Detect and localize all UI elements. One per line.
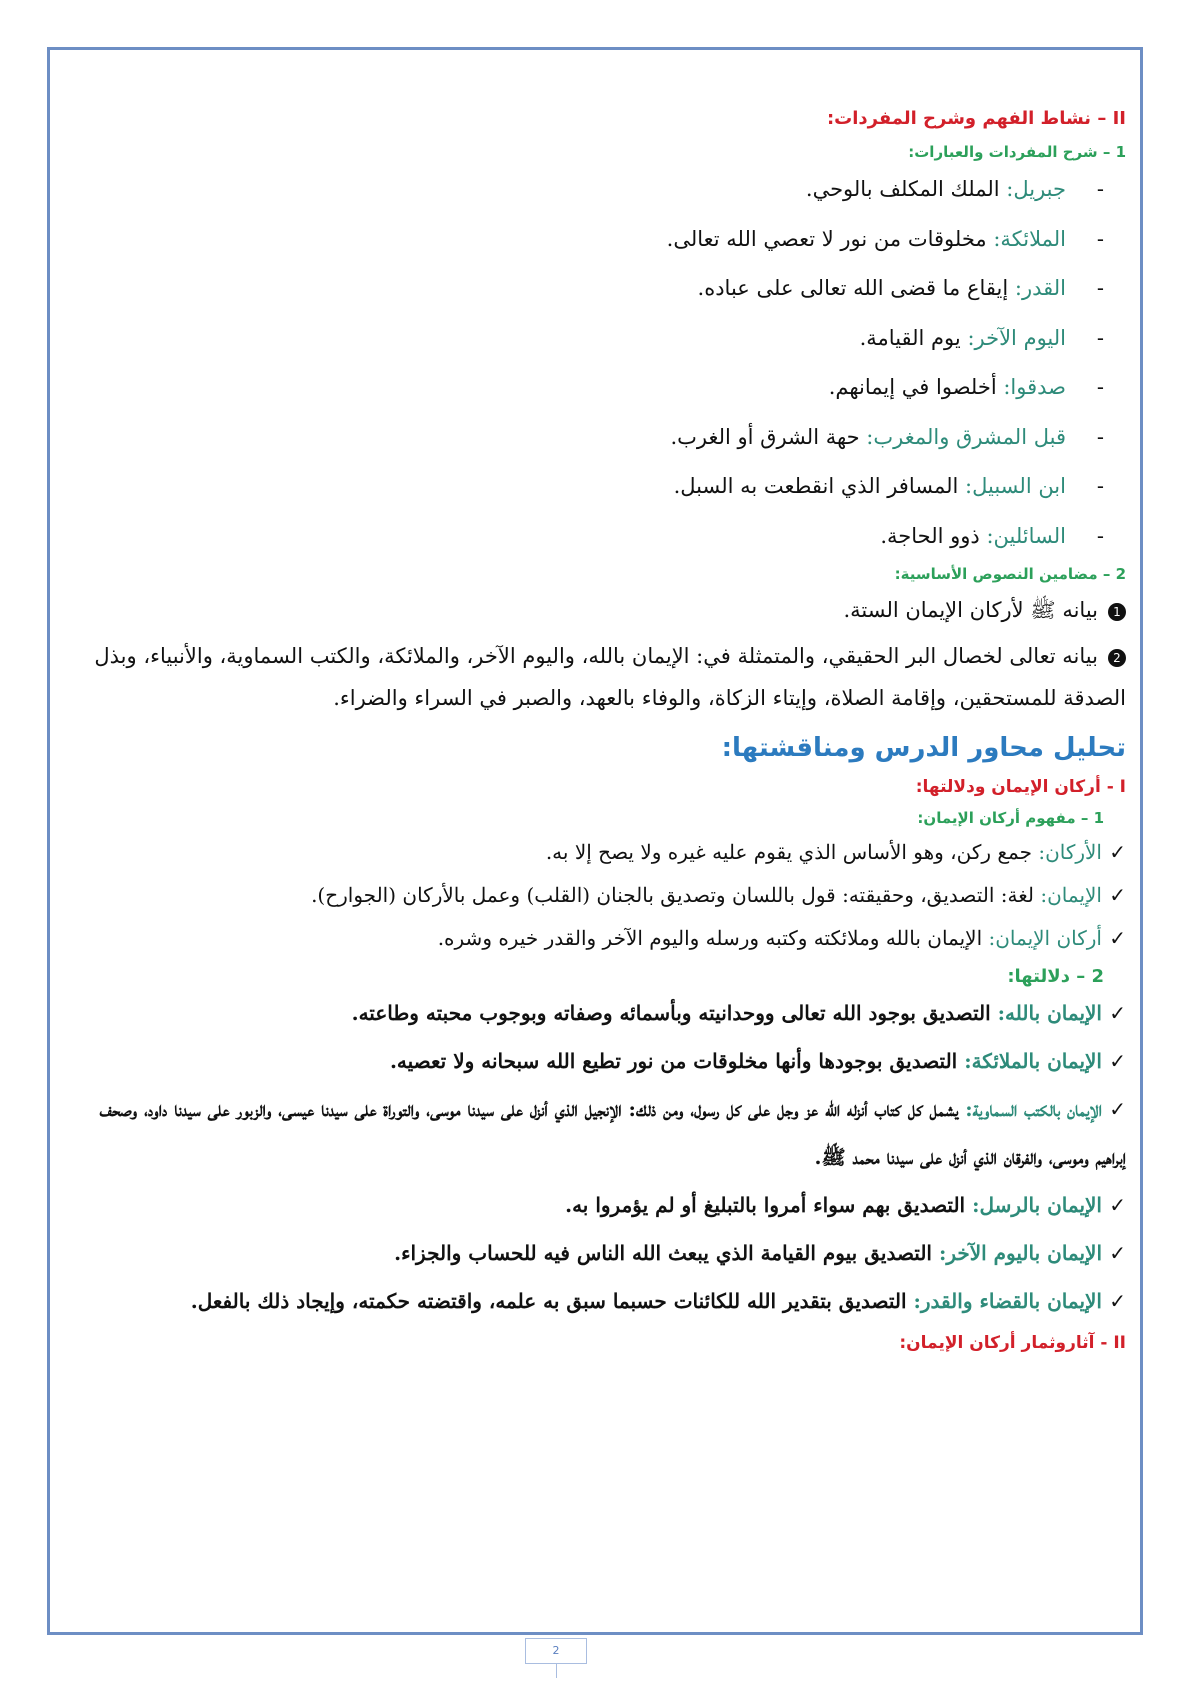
content-item — [80, 635, 1126, 719]
analysis-title: تحليل محاور الدرس ومناقشتها: — [721, 733, 1126, 763]
vocab-def: الملك المكلف بالوحي. — [805, 177, 1007, 201]
vocab-item: -صدقوا: أخلصوا في إيمانهم. — [828, 375, 1104, 399]
vocab-def: يوم القيامة. — [859, 325, 968, 350]
vocab-def: إيقاع ما قضى الله تعالى على عباده. — [697, 276, 1015, 300]
meaning-term: الإيمان بالرسل: — [972, 1193, 1102, 1217]
content-subtitle: 2 – مضامين النصوص الأساسية: — [894, 565, 1126, 583]
meaning-term: الإيمان باليوم الآخر: — [938, 1241, 1102, 1265]
vocab-list — [80, 165, 1126, 561]
page-number: 2 — [525, 1638, 587, 1664]
check-icon: ✓ — [1109, 1241, 1126, 1265]
content-item-text: بيانه ﷺ لأركان الإيمان الستة. — [843, 598, 1098, 622]
vocab-term: صدقوا: — [1003, 375, 1066, 399]
meaning-item — [80, 989, 1126, 1037]
concept-item — [80, 917, 1126, 960]
vocab-term: ابن السبيل: — [965, 474, 1066, 498]
vocab-term: جبريل: — [1006, 177, 1066, 201]
vocab-def: ذوو الحاجة. — [880, 523, 987, 548]
check-icon: ✓ — [1109, 1001, 1126, 1025]
meaning-item — [80, 1277, 1126, 1325]
meaning-subtitle: 2 – دلالتها: — [1007, 966, 1104, 987]
vocab-def: المسافر الذي انقطعت به السبل. — [673, 474, 966, 498]
vocab-item: -السائلين: ذوو الحاجة. — [880, 523, 1104, 548]
meaning-def: التصديق بهم سواء أمروا بالتبليغ أو لم يؤمروا به. — [565, 1193, 973, 1217]
vocab-def: حهة الشرق أو الغرب. — [670, 424, 867, 449]
check-icon: ✓ — [1109, 926, 1126, 950]
check-icon: ✓ — [1109, 1049, 1126, 1073]
meaning-item — [80, 1085, 1126, 1181]
vocab-item: -قبل المشرق والمغرب: حهة الشرق أو الغرب. — [670, 424, 1104, 449]
check-icon: ✓ — [1109, 840, 1126, 864]
meaning-item — [80, 1037, 1126, 1085]
page-number-stem — [556, 1664, 557, 1678]
vocab-def: مخلوقات من نور لا تعصي الله تعالى. — [666, 226, 994, 251]
check-icon: ✓ — [1109, 883, 1126, 907]
meaning-term: الإيمان بالكتب السماوية: — [965, 1097, 1102, 1121]
concept-def: جمع ركن، وهو الأساس الذي يقوم عليه غيره ولا يصح إلا به. — [545, 840, 1039, 864]
vocab-term: الملائكة: — [993, 226, 1066, 251]
meaning-item — [80, 1181, 1126, 1229]
meaning-term: الإيمان بالملائكة: — [964, 1049, 1102, 1073]
meaning-def: التصديق بوجود الله تعالى ووحدانيته وبأسمائه وصفاته وبوجوب محبته وطاعته. — [351, 1001, 998, 1025]
concept-term: الإيمان: — [1040, 883, 1102, 907]
content-item-text: بيانه تعالى لخصال البر الحقيقي، والمتمثلة في: الإيمان بالله، واليوم الآخر، والملائكة، والكتب السماوية، والأنبياء، وبذل الصدقة للمستحقين، وإقامة الصلاة، وإيتاء الزكاة، والوفاء بالعهد، والصبر في السراء والضراء. — [94, 644, 1126, 710]
concept-def: لغة: التصديق، وحقيقته: قول باللسان وتصديق بالجنان (القلب) وعمل بالأركان (الجوارح). — [311, 883, 1041, 907]
check-icon: ✓ — [1109, 1289, 1126, 1313]
concept-subtitle: 1 – مفهوم أركان الإيمان: — [917, 809, 1104, 827]
meaning-list — [80, 989, 1126, 1325]
vocab-item: -الملائكة: مخلوقات من نور لا تعصي الله تعالى. — [666, 226, 1104, 251]
vocab-term: قبل المشرق والمغرب: — [866, 424, 1066, 449]
vocab-item: -اليوم الآخر: يوم القيامة. — [859, 325, 1104, 350]
section-title: II – نشاط الفهم وشرح المفردات: — [826, 108, 1126, 129]
meaning-def: التصديق بيوم القيامة الذي يبعث الله الناس فيه للحساب والجزاء. — [394, 1241, 939, 1265]
meaning-def: التصديق بتقدير الله للكائنات حسبما سبق به علمه، واقتضته حكمته، وإيجاد ذلك بالفعل. — [190, 1289, 914, 1313]
concept-list — [80, 831, 1126, 960]
check-icon: ✓ — [1109, 1193, 1126, 1217]
part1-title: I - أركان الإيمان ودلالتها: — [915, 777, 1126, 797]
meaning-item — [80, 1229, 1126, 1277]
vocab-item: -ابن السبيل: المسافر الذي انقطعت به السبل. — [673, 474, 1104, 498]
part2-title: II - آثاروثمار أركان الإيمان: — [899, 1333, 1126, 1353]
vocab-term: القدر: — [1014, 276, 1066, 300]
number-badge: 1 — [1108, 603, 1126, 621]
vocab-term: السائلين: — [986, 523, 1066, 548]
concept-item — [80, 831, 1126, 874]
meaning-def: يشمل كل كتاب أنزله الله عز وجل على كل رسول، ومن ذلك: الإنجيل الذي أنزل على سيدنا موسى، والتوراة على سيدنا عيسى، والزبور على سيدنا داود، وصحف إبراهيم وموسى، والفرقان الذي أنزل على سيدنا محمد ﷺ. — [99, 1097, 1126, 1169]
meaning-term: الإيمان بالله: — [997, 1001, 1102, 1025]
meaning-def: التصديق بوجودها وأنها مخلوقات من نور تطيع الله سبحانه ولا تعصيه. — [389, 1049, 965, 1073]
content-item — [80, 589, 1126, 631]
number-badge: 2 — [1108, 649, 1126, 667]
page-content — [80, 108, 1126, 1353]
vocab-def: أخلصوا في إيمانهم. — [828, 375, 1004, 399]
vocab-item: -القدر: إيقاع ما قضى الله تعالى على عباده. — [697, 276, 1104, 300]
concept-item — [80, 874, 1126, 917]
vocab-subtitle: 1 – شرح المفردات والعبارات: — [908, 143, 1126, 161]
concept-term: الأركان: — [1038, 840, 1102, 864]
concept-def: الإيمان بالله وملائكته وكتبه ورسله واليوم الآخر والقدر خيره وشره. — [437, 926, 989, 950]
concept-term: أركان الإيمان: — [988, 926, 1102, 950]
meaning-term: الإيمان بالقضاء والقدر: — [913, 1289, 1102, 1313]
check-icon: ✓ — [1109, 1097, 1126, 1121]
vocab-item: -جبريل: الملك المكلف بالوحي. — [805, 177, 1104, 201]
vocab-term: اليوم الآخر: — [967, 325, 1066, 350]
